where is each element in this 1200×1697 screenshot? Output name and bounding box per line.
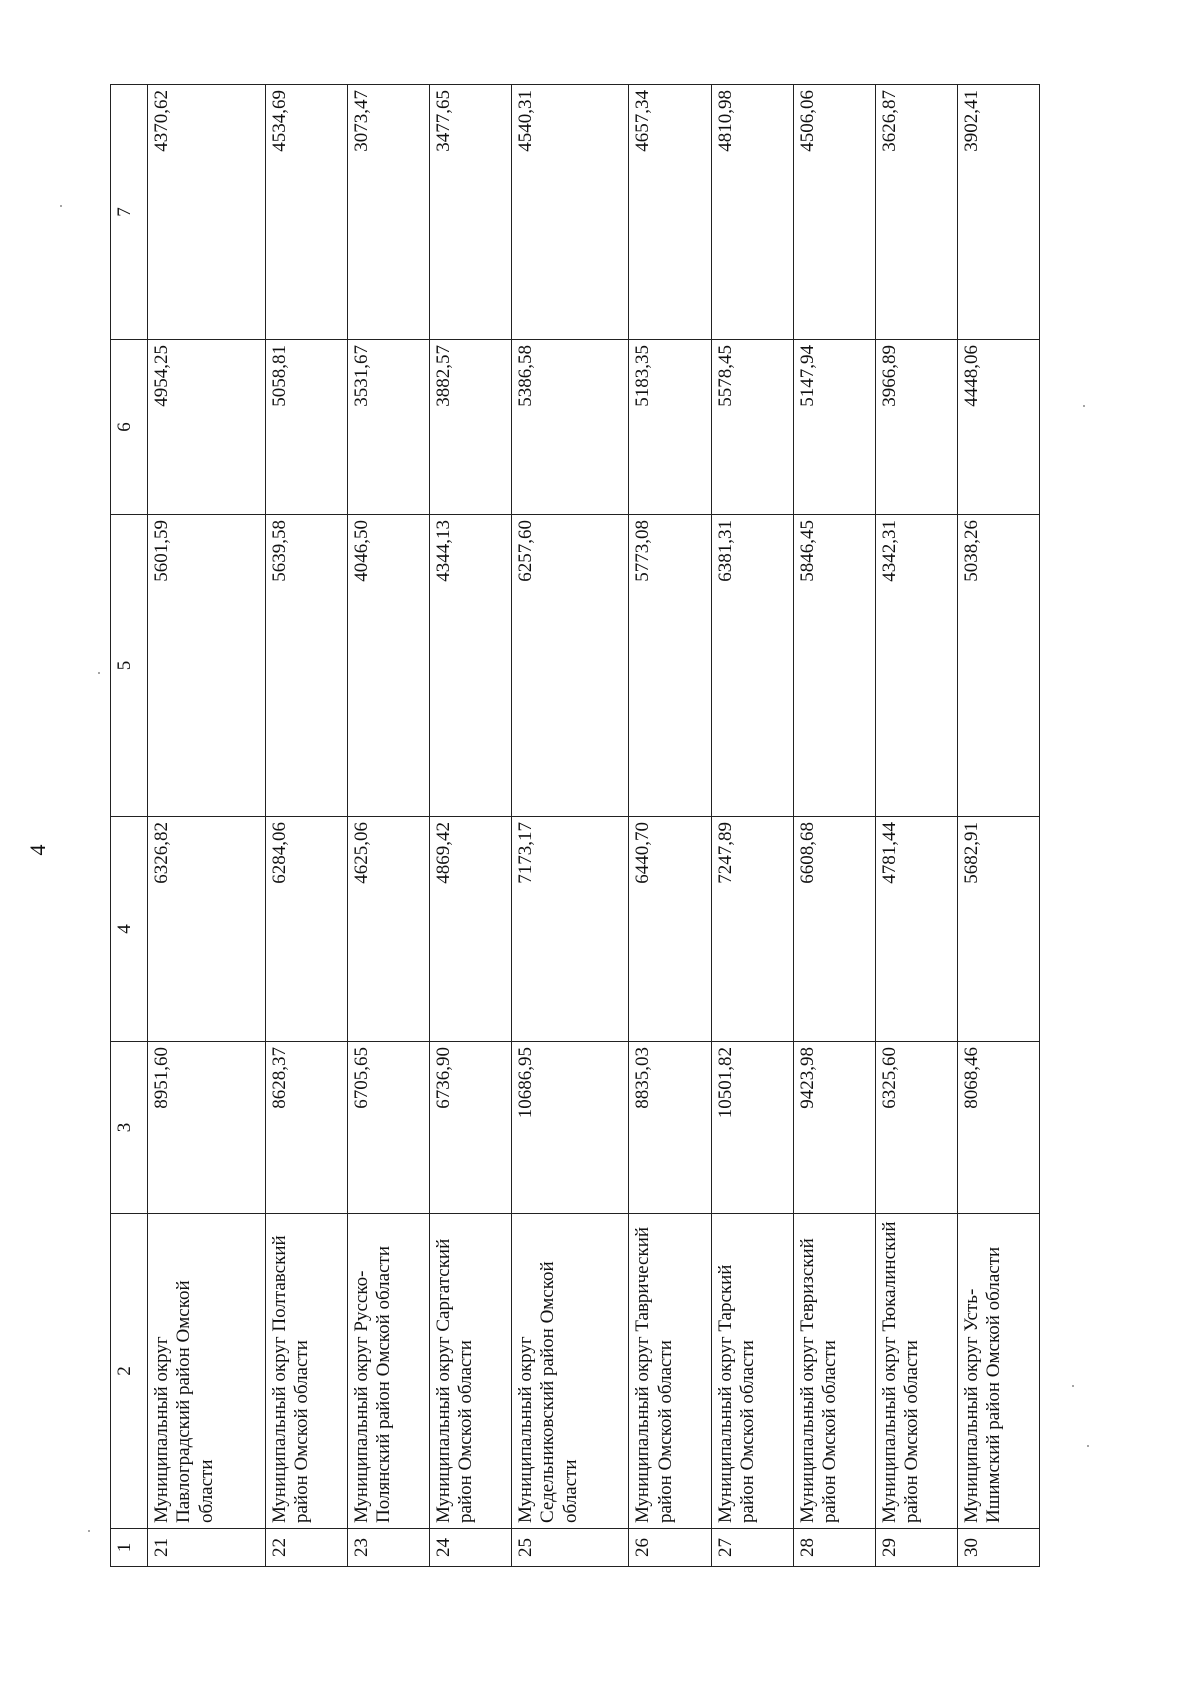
municipality-name: Муниципальный округ Усть-Ишимский район Омской области bbox=[957, 1214, 1039, 1529]
header-cell: 7 bbox=[111, 85, 148, 340]
municipality-name: Муниципальный округ Тарский район Омской области bbox=[711, 1214, 793, 1529]
value-col-6: 3966,89 bbox=[875, 340, 957, 515]
value-col-5: 5773,08 bbox=[629, 515, 711, 817]
table-row bbox=[429, 85, 511, 1567]
value-col-4: 6326,82 bbox=[148, 817, 266, 1042]
value-col-3: 8835,03 bbox=[629, 1042, 711, 1214]
header-cell: 4 bbox=[111, 817, 148, 1042]
table-row bbox=[957, 85, 1039, 1567]
scan-speck bbox=[1072, 1385, 1074, 1387]
value-col-6: 3531,67 bbox=[347, 340, 429, 515]
value-col-4: 4781,44 bbox=[875, 817, 957, 1042]
value-col-5: 5038,26 bbox=[957, 515, 1039, 817]
value-col-4: 6440,70 bbox=[629, 817, 711, 1042]
value-col-5: 6381,31 bbox=[711, 515, 793, 817]
value-col-7: 4534,69 bbox=[265, 85, 347, 340]
value-col-6: 5058,81 bbox=[265, 340, 347, 515]
table-header-row bbox=[111, 85, 148, 1567]
municipality-name: Муниципальный округ Саргатский район Омской области bbox=[429, 1214, 511, 1529]
value-col-7: 4657,34 bbox=[629, 85, 711, 340]
row-number: 28 bbox=[793, 1529, 875, 1567]
rotated-table-frame bbox=[110, 85, 1040, 1567]
row-number: 27 bbox=[711, 1529, 793, 1567]
value-col-3: 10501,82 bbox=[711, 1042, 793, 1214]
table-row bbox=[511, 85, 629, 1567]
municipality-name: Муниципальный округ Тевризский район Омской области bbox=[793, 1214, 875, 1529]
value-col-6: 5578,45 bbox=[711, 340, 793, 515]
value-col-5: 5601,59 bbox=[148, 515, 266, 817]
value-col-7: 4810,98 bbox=[711, 85, 793, 340]
value-col-6: 5147,94 bbox=[793, 340, 875, 515]
row-number: 21 bbox=[148, 1529, 266, 1567]
value-col-7: 3626,87 bbox=[875, 85, 957, 340]
row-number: 22 bbox=[265, 1529, 347, 1567]
value-col-5: 6257,60 bbox=[511, 515, 629, 817]
header-cell: 1 bbox=[111, 1529, 148, 1567]
value-col-4: 4869,42 bbox=[429, 817, 511, 1042]
row-number: 25 bbox=[511, 1529, 629, 1567]
scan-speck bbox=[1087, 1445, 1089, 1447]
value-col-7: 4506,06 bbox=[793, 85, 875, 340]
value-col-4: 7173,17 bbox=[511, 817, 629, 1042]
table-container bbox=[110, 85, 1040, 1567]
header-cell: 3 bbox=[111, 1042, 148, 1214]
data-table bbox=[110, 84, 1040, 1567]
row-number: 24 bbox=[429, 1529, 511, 1567]
table-row bbox=[629, 85, 711, 1567]
scan-speck bbox=[60, 205, 62, 207]
municipality-name: Муниципальный округ Седельниковский район Омской области bbox=[511, 1214, 629, 1529]
table-row bbox=[875, 85, 957, 1567]
municipality-name: Муниципальный округ Русско-Полянский район Омской области bbox=[347, 1214, 429, 1529]
table-row bbox=[711, 85, 793, 1567]
value-col-5: 4344,13 bbox=[429, 515, 511, 817]
value-col-4: 7247,89 bbox=[711, 817, 793, 1042]
value-col-7: 4540,31 bbox=[511, 85, 629, 340]
value-col-6: 5183,35 bbox=[629, 340, 711, 515]
value-col-3: 6736,90 bbox=[429, 1042, 511, 1214]
value-col-3: 8068,46 bbox=[957, 1042, 1039, 1214]
header-cell: 2 bbox=[111, 1214, 148, 1529]
value-col-7: 3073,47 bbox=[347, 85, 429, 340]
value-col-3: 9423,98 bbox=[793, 1042, 875, 1214]
scan-speck bbox=[88, 1530, 90, 1532]
value-col-4: 5682,91 bbox=[957, 817, 1039, 1042]
row-number: 30 bbox=[957, 1529, 1039, 1567]
page-number: 4 bbox=[25, 844, 50, 856]
value-col-3: 8951,60 bbox=[148, 1042, 266, 1214]
value-col-4: 4625,06 bbox=[347, 817, 429, 1042]
scan-speck bbox=[98, 672, 100, 674]
value-col-4: 6608,68 bbox=[793, 817, 875, 1042]
value-col-5: 5639,58 bbox=[265, 515, 347, 817]
municipality-name: Муниципальный округ Таврический район Омской области bbox=[629, 1214, 711, 1529]
value-col-7: 3477,65 bbox=[429, 85, 511, 340]
value-col-3: 6325,60 bbox=[875, 1042, 957, 1214]
value-col-5: 4046,50 bbox=[347, 515, 429, 817]
value-col-6: 3882,57 bbox=[429, 340, 511, 515]
municipality-name: Муниципальный округ Тюкалинский район Омской области bbox=[875, 1214, 957, 1529]
municipality-name: Муниципальный округ Полтавский район Омской области bbox=[265, 1214, 347, 1529]
value-col-6: 4954,25 bbox=[148, 340, 266, 515]
table-row bbox=[148, 85, 266, 1567]
value-col-6: 4448,06 bbox=[957, 340, 1039, 515]
value-col-4: 6284,06 bbox=[265, 817, 347, 1042]
value-col-3: 8628,37 bbox=[265, 1042, 347, 1214]
value-col-5: 4342,31 bbox=[875, 515, 957, 817]
table-row bbox=[347, 85, 429, 1567]
value-col-3: 10686,95 bbox=[511, 1042, 629, 1214]
value-col-7: 3902,41 bbox=[957, 85, 1039, 340]
municipality-name: Муниципальный округ Павлоградский район Омской области bbox=[148, 1214, 266, 1529]
value-col-7: 4370,62 bbox=[148, 85, 266, 340]
row-number: 29 bbox=[875, 1529, 957, 1567]
value-col-3: 6705,65 bbox=[347, 1042, 429, 1214]
row-number: 23 bbox=[347, 1529, 429, 1567]
value-col-6: 5386,58 bbox=[511, 340, 629, 515]
value-col-5: 5846,45 bbox=[793, 515, 875, 817]
table-row bbox=[265, 85, 347, 1567]
header-cell: 5 bbox=[111, 515, 148, 817]
scan-speck bbox=[1083, 405, 1085, 407]
header-cell: 6 bbox=[111, 340, 148, 515]
table-row bbox=[793, 85, 875, 1567]
row-number: 26 bbox=[629, 1529, 711, 1567]
